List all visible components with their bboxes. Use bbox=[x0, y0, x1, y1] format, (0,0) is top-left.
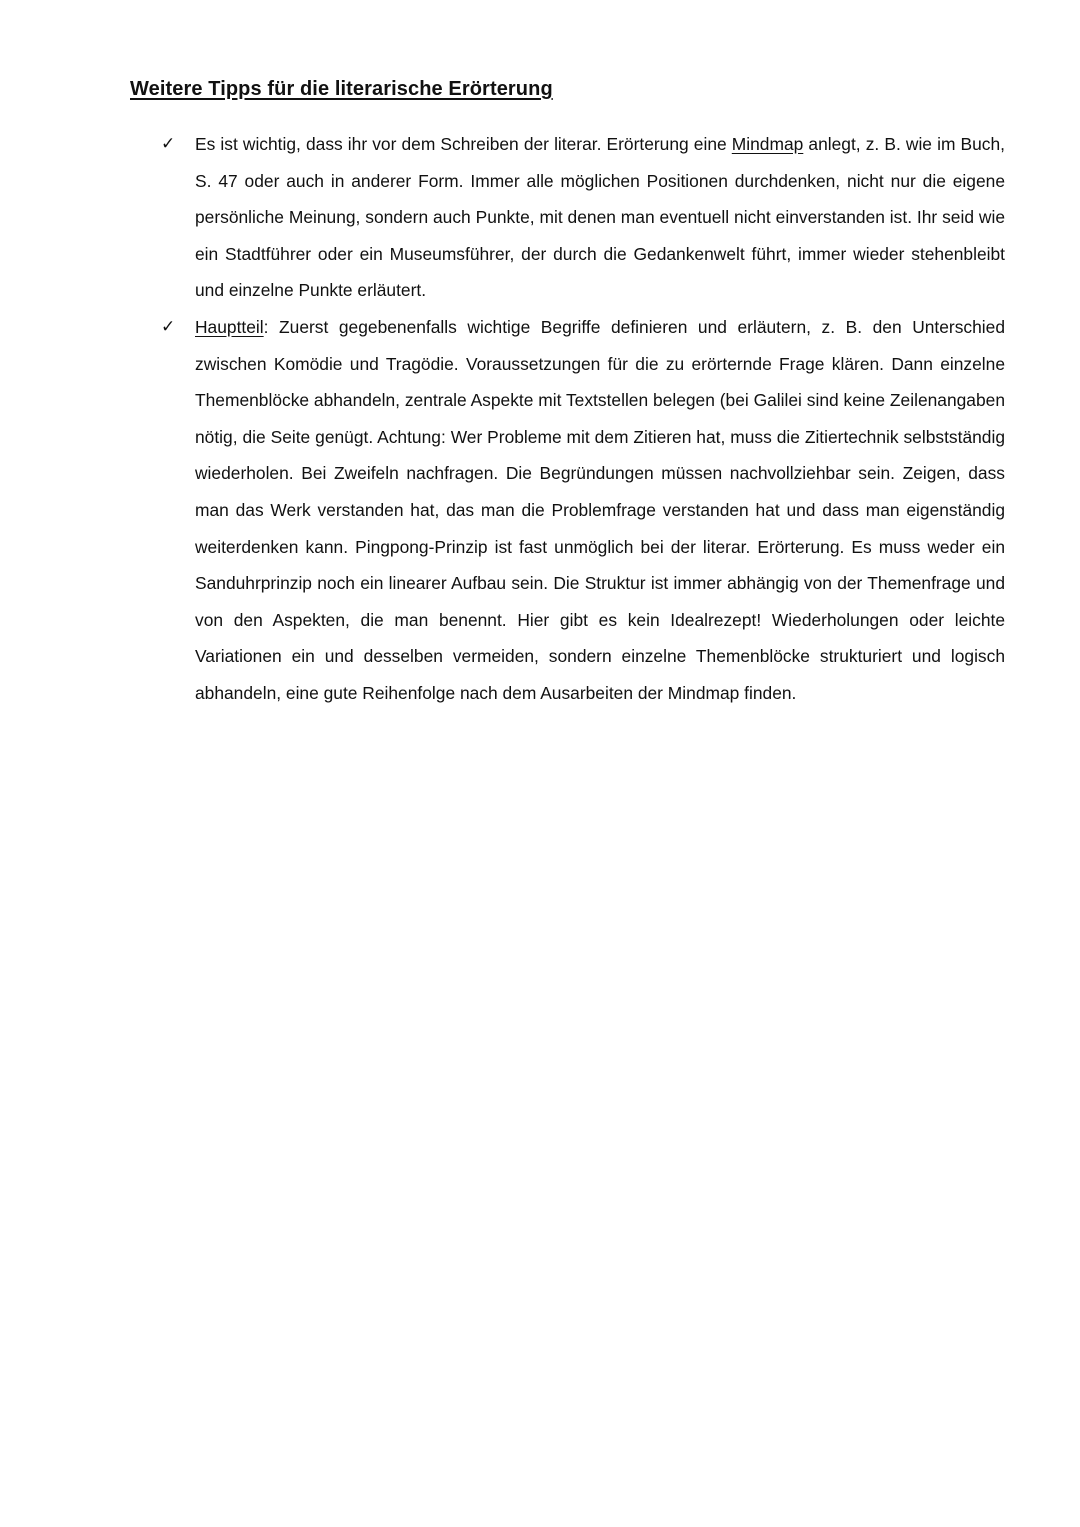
tip-text: Es ist wichtig, dass ihr vor dem Schreiben der literar. Erörterung eine bbox=[195, 134, 732, 154]
list-item bbox=[160, 309, 1005, 712]
list-item bbox=[160, 126, 1005, 309]
tips-list bbox=[160, 126, 1005, 712]
page-title: Weitere Tipps für die literarische Erörterung bbox=[130, 78, 553, 100]
tip-text: anlegt, z. B. wie im Buch, S. 47 oder auch in anderer Form. Immer alle möglichen Positionen durchdenken, nicht nur die eigene persönliche Meinung, sondern auch Punkte, mit denen man eventuell nicht einverstanden ist. Ihr seid wie ein Stadtführer oder ein Museumsführer, der durch die Gedankenwelt führt, immer wieder stehenbleibt und einzelne Punkte erläutert. bbox=[195, 134, 1005, 301]
checkmark-icon: ✓ bbox=[161, 134, 176, 154]
keyword-hauptteil: Hauptteil bbox=[195, 316, 264, 337]
tip-text: : Zuerst gegebenenfalls wichtige Begriffe definieren und erläutern, z. B. den Unterschied zwischen Komödie und Tragödie. Voraussetzungen für die zu erörternde Frage klären. Dann einzelne Themenblöcke abhandeln, zentrale Aspekte mit Textstellen belegen (bei Galilei sind keine Zeilenangaben nötig, die Seite genügt. Achtung: Wer Probleme mit dem Zitieren hat, muss die Zitiertechnik selbstständig wiederholen. Bei Zweifeln nachfragen. Die Begründungen müssen nachvollziehbar sein. Zeigen, dass man das Werk verstanden hat, das man die Problemfrage verstanden hat und dass man eigenständig weiterdenken kann. Pingpong-Prinzip ist fast unmöglich bei der literar. Erörterung. Es muss weder ein Sanduhrprinzip noch ein linearer Aufbau sein. Die Struktur ist immer abhängig von der Themenfrage und von den Aspekten, die man benennt. Hier gibt es kein Idealrezept! Wiederholungen oder leichte Variationen ein und desselben vermeiden, sondern einzelne Themenblöcke strukturiert und logisch abhandeln, eine gute Reihenfolge nach dem Ausarbeiten der Mindmap finden. bbox=[195, 316, 1005, 703]
keyword-mindmap: Mindmap bbox=[731, 134, 804, 154]
checkmark-icon: ✓ bbox=[161, 316, 176, 337]
